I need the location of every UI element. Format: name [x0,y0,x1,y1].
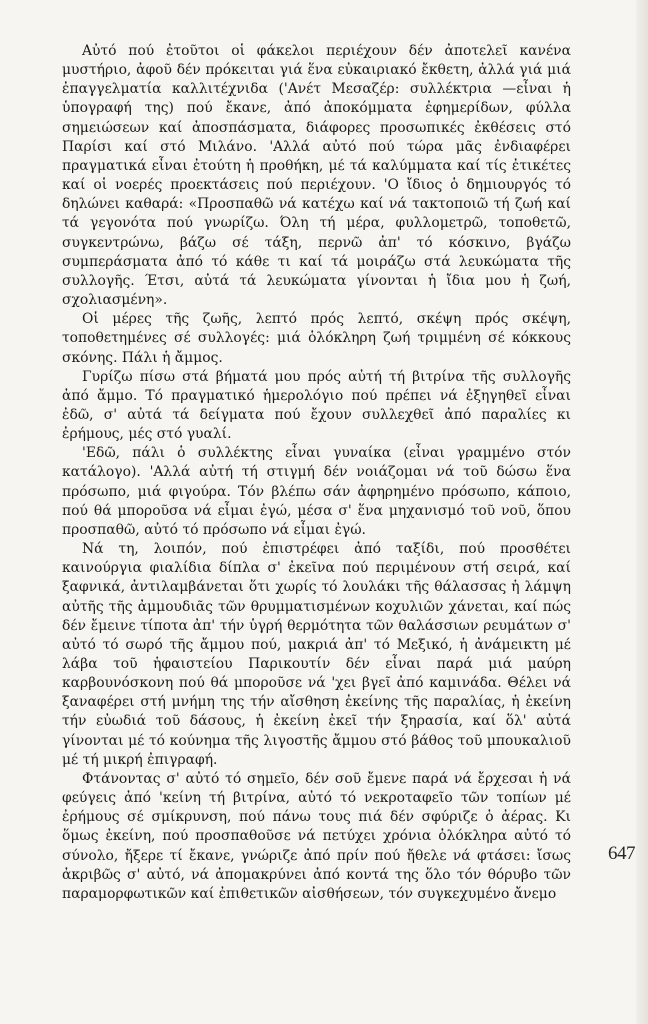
paragraph-5: Νά τη, λοιπόν, πού ἐπιστρέφει ἀπό ταξίδι, πού προσθέτει καινούργια φιαλίδια δίπλα σ' ἐκεῖνα πού περιμένουν στή σειρά, καί ξαφνικά, ἀντιλαμβάνεται ὅτι χωρίς τό λουλάκι τῆς θάλασσας ἡ λάμψη αὐτῆς τῆς ἀμμουδιᾶς τῶν θρυμματισμένων κοχυλιῶν χάνεται, καί πώς δέν ἔμεινε τίποτα ἀπ' τήν ὑγρή θερμότητα τῶν θαλάσσιων ρευμάτων σ' αὐτό τό σωρό τῆς ἄμμου πού, μακριά ἀπ' τό Μεξικό, ἡ ἀνάμεικτη μέ λάβα τοῦ ἡφαιστείου Παρικουτίν δέν εἶναι παρά μιά μαύρη καρβουνόσκονη πού θά μποροῦσε νά 'χει βγεῖ ἀπό καμινάδα. Θέλει νά ξαναφέρει στή μνήμη της τήν αἴσθηση ἐκείνης τῆς παραλίας, ἡ ἐκείνη τήν εὐωδιά τοῦ δάσους, ἡ ἐκείνη ἐκεῖ τήν ξηρασία, καί ὅλ' αὐτά γίνονται μέ τό κούνημα τῆς λιγοστῆς ἄμμου στό βάθος τοῦ μπουκαλιοῦ μέ τή μικρή ἐπιγραφή. [62,541,571,768]
paragraph-4: 'Εδῶ, πάλι ὁ συλλέκτης εἶναι γυναίκα (εἶναι γραμμένο στόν κατάλογο). 'Αλλά αὐτή τή στιγμή δέν νοιάζομαι νά τοῦ δώσω ἕνα πρόσωπο, μιά φιγούρα. Τόν βλέπω σάν ἀφηρημένο πρόσωπο, κάποιο, πού θά μποροῦσα νά εἶμαι ἐγώ, μέσα σ' ἕνα μηχανισμό τοῦ νοῦ, ὅπου προσπαθῶ, αὐτό τό πρόσωπο νά εἶμαι ἐγώ. [62,445,571,538]
paragraph-2: Οἱ μέρες τῆς ζωῆς, λεπτό πρός λεπτό, σκέψη πρός σκέψη, τοποθετημένες σέ συλλογές: μιά ὁλόκληρη ζωή τριμμένη σέ κόκκους σκόνης. Πάλι ἡ ἄμμος. [62,311,571,366]
scan-edge [636,0,648,1024]
page-body-text [62,42,571,904]
page-number: 647 [608,843,635,864]
paragraph-6: Φτάνοντας σ' αὐτό τό σημεῖο, δέν σοῦ ἔμενε παρά νά ἔρχεσαι ἡ νά φεύγεις ἀπό 'κείνη τή βιτρίνα, αὐτό τό νεκροταφεῖο τῶν τοπίων μέ ἐρήμους σέ σμίκρυνση, πού πάνω τους πιά δέν σφύριζε ὁ ἀέρας. Κι ὅμως ἐκείνη, πού προσπαθοῦσε νά πετύχει χρόνια ὁλόκληρα αὐτό τό σύνολο, ἤξερε τί ἔκανε, γνώριζε ἀπό πρίν πού ἤθελε νά φτάσει: ἴσως ἀκριβῶς σ' αὐτό, νά ἀπομακρύνει ἀπό κοντά της ὅλο τόν θόρυβο τῶν παραμορφωτικῶν καί ἐπιθετικῶν αἰσθήσεων, τόν συγκεχυμένο ἄνεμο [62,770,571,902]
paragraph-1: Αὐτό πού ἐτοῦτοι οἱ φάκελοι περιέχουν δέν ἀποτελεῖ κανένα μυστήριο, ἀφοῦ δέν πρόκειται γιά ἕνα εὐκαιριακό ἔκθετη, ἀλλά γιά μιά ἐπαγγελματία καλλιτέχνιδα ('Ανέτ Μεσαζέρ: συλλέκτρια —εἶναι ἡ ὑπογραφή της) πού ἔκανε, ἀπό ἀποκόμματα ἐφημερίδων, φύλλα σημειώσεων καί ἀποσπάσματα, διάφορες προσωπικές ἐκθέσεις στό Παρίσι καί στό Μιλάνο. 'Αλλά αὐτό πού τώρα μᾶς ἐνδιαφέρει πραγματικά εἶναι ἐτούτη ἡ προθήκη, μέ τά καλύμματα καί τίς ἐτικέτες καί οἱ νοερές προεκτάσεις πού περιέχουν. 'Ο ἴδιος ὁ δημιουργός τό δηλώνει καθαρά: «Προσπαθῶ νά κατέχω καί νά τακτοποιῶ τή ζωή καί τά γεγονότα πού γνωρίζω. Όλη τή μέρα, φυλλομετρῶ, τοποθετῶ, συγκεντρώνω, βάζω σέ τάξη, περνῶ ἀπ' τό κόσκινο, βγάζω συμπεράσματα ἀπό τό κάθε τι καί τά μοιράζω στά λευκώματα τῆς συλλογῆς. Έτσι, αὐτά τά λευκώματα γίνονται ἡ ἴδια μου ἡ ζωή, σχολιασμένη». [62,43,571,309]
paragraph-3: Γυρίζω πίσω στά βήματά μου πρός αὐτή τή βιτρίνα τῆς συλλογῆς ἀπό ἄμμο. Τό πραγματικό ἡμερολόγιο πού πρέπει νά ἐξηγηθεῖ εἶναι ἐδῶ, σ' αὐτά τά δείγματα πού ἔχουν συλλεχθεῖ ἀπό παραλίες κι ἐρήμους, μές στό γυαλί. [62,368,571,443]
